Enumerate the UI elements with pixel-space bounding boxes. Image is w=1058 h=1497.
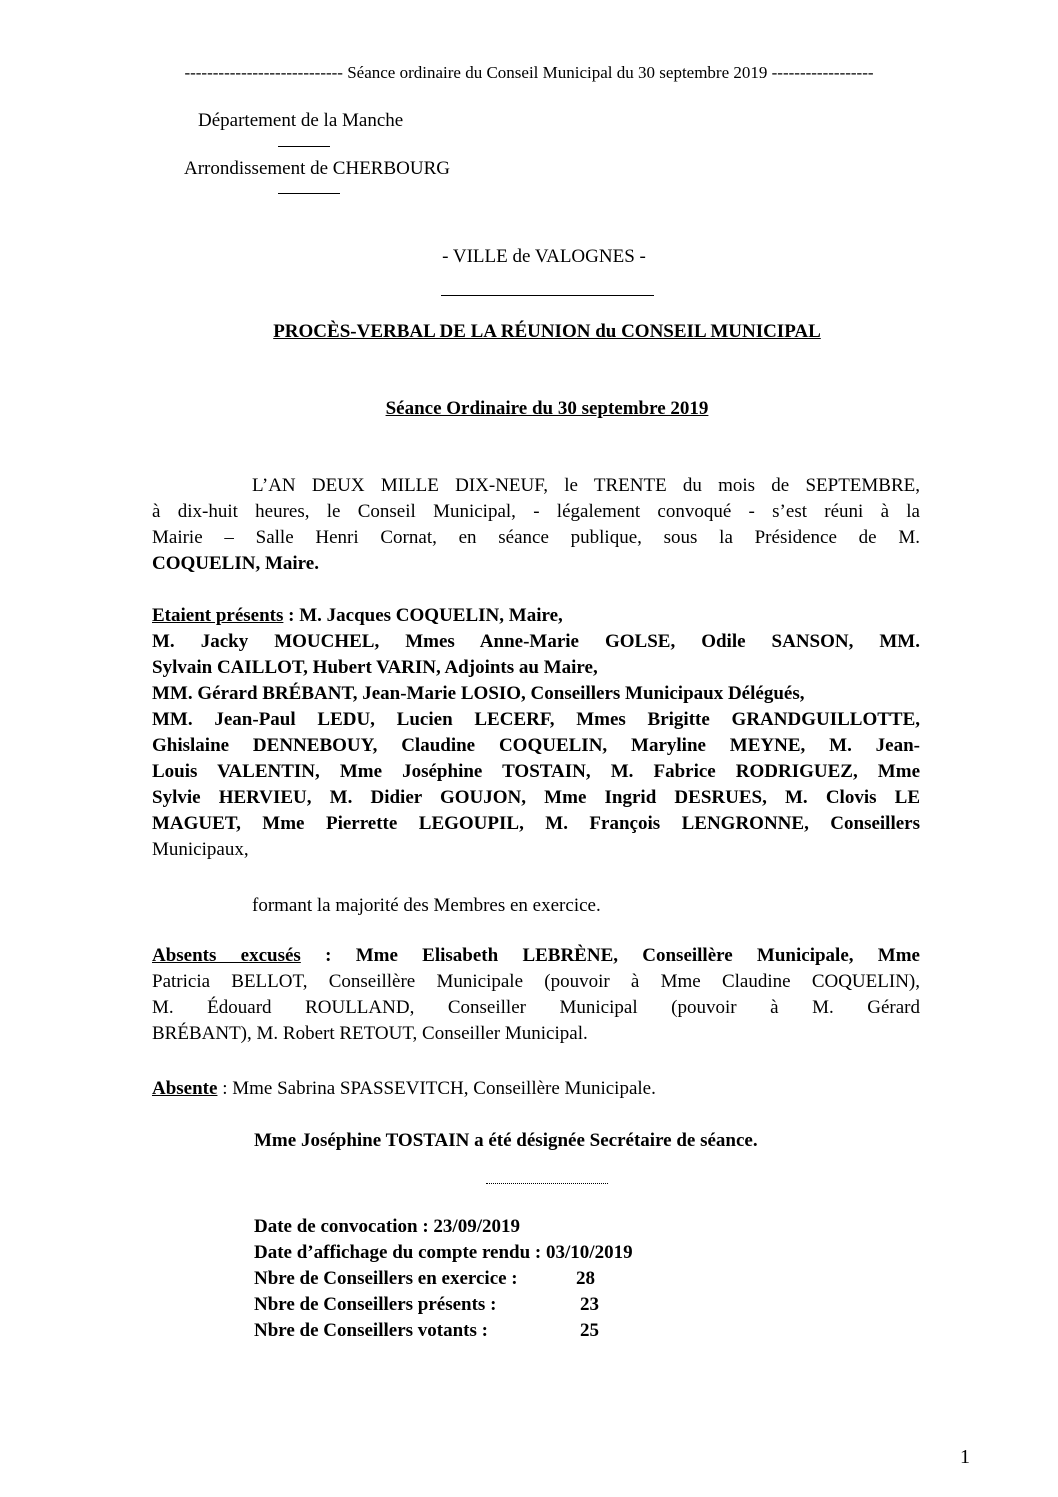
presents-line: Sylvie HERVIEU, M. Didier GOUJON, Mme Ingrid DESRUES, M. Clovis LE [152, 787, 920, 808]
session-statistics [254, 1214, 633, 1344]
excuses-line: M. Édouard ROULLAND, Conseiller Municipal (pouvoir à M. Gérard [152, 997, 920, 1018]
intro-line: COQUELIN, Maire. [152, 553, 319, 574]
intro-line: à dix-huit heures, le Conseil Municipal, - légalement convoqué - s’est réuni à la [152, 501, 920, 522]
presents-paragraph [152, 603, 920, 863]
presents-line: MM. Gérard BRÉBANT, Jean-Marie LOSIO, Conseillers Municipaux Délégués, [152, 683, 805, 704]
department-label: Département de la Manche [198, 110, 404, 131]
members-in-office-value: 28 [576, 1268, 595, 1289]
intro-line: L’AN DEUX MILLE DIX-NEUF, le TRENTE du mois de SEPTEMBRE, [252, 475, 920, 496]
excuses-text: : Mme Elisabeth LEBRÈNE, Conseillère Municipale, Mme [300, 945, 920, 966]
divider [278, 146, 330, 147]
presents-line: Sylvain CAILLOT, Hubert VARIN, Adjoints au Maire, [152, 657, 598, 678]
divider [278, 193, 340, 194]
presents-line: Louis VALENTIN, Mme Joséphine TOSTAIN, M. Fabrice RODRIGUEZ, Mme [152, 761, 920, 782]
absente-label: Absente [152, 1078, 218, 1099]
excuses-line: Patricia BELLOT, Conseillère Municipale (pouvoir à Mme Claudine COQUELIN), [152, 971, 920, 992]
secretary-statement: Mme Joséphine TOSTAIN a été désignée Secrétaire de séance. [254, 1130, 758, 1151]
excuses-label: Absents excusés [152, 945, 301, 966]
presents-line: Ghislaine DENNEBOUY, Claudine COQUELIN, Maryline MEYNE, M. Jean- [152, 735, 920, 756]
display-date: Date d’affichage du compte rendu : 03/10/2019 [254, 1242, 633, 1263]
intro-paragraph [152, 473, 920, 577]
members-in-office-label: Nbre de Conseillers en exercice : [254, 1268, 518, 1289]
members-present-label: Nbre de Conseillers présents : [254, 1294, 497, 1315]
absente-text: : Mme Sabrina SPASSEVITCH, Conseillère Municipale. [217, 1078, 656, 1099]
presents-line: MM. Jean-Paul LEDU, Lucien LECERF, Mmes Brigitte GRANDGUILLOTTE, [152, 709, 920, 730]
document-title: PROCÈS-VERBAL DE LA RÉUNION du CONSEIL MUNICIPAL [273, 321, 821, 342]
arrondissement-label: Arrondissement de CHERBOURG [184, 158, 450, 179]
presents-line: MAGUET, Mme Pierrette LEGOUPIL, M. François LENGRONNE, Conseillers [152, 813, 920, 834]
presents-line: Municipaux, [152, 839, 249, 860]
presents-text: : M. Jacques COQUELIN, Maire, [283, 605, 563, 626]
presents-line: M. Jacky MOUCHEL, Mmes Anne-Marie GOLSE, Odile SANSON, MM. [152, 631, 920, 652]
session-title: Séance Ordinaire du 30 septembre 2019 [385, 398, 709, 419]
divider [441, 295, 654, 296]
dotted-divider [486, 1183, 608, 1184]
town-title: - VILLE de VALOGNES - [442, 246, 646, 267]
majority-statement: formant la majorité des Membres en exercice. [252, 895, 601, 916]
absente-paragraph [152, 1078, 656, 1100]
presents-label: Etaient présents [152, 605, 284, 626]
excuses-line: BRÉBANT), M. Robert RETOUT, Conseiller Municipal. [152, 1023, 588, 1044]
intro-line: Mairie – Salle Henri Cornat, en séance publique, sous la Présidence de M. [152, 527, 920, 548]
convocation-date: Date de convocation : 23/09/2019 [254, 1216, 520, 1237]
page-number: 1 [960, 1446, 970, 1468]
members-voting-label: Nbre de Conseillers votants : [254, 1320, 488, 1341]
members-present-value: 23 [580, 1294, 599, 1315]
running-header: ---------------------------- Séance ordinaire du Conseil Municipal du 30 septembre 2019 ------------------ [184, 63, 874, 82]
members-voting-value: 25 [580, 1320, 599, 1341]
excuses-paragraph [152, 943, 920, 1047]
